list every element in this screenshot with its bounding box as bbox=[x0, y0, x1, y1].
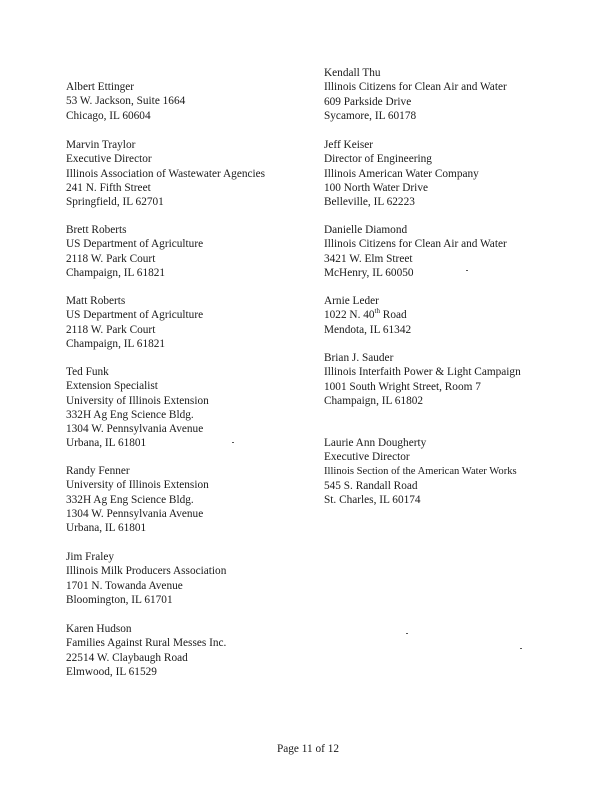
address-street-suffix: Road bbox=[379, 309, 407, 322]
contact-address: 2118 W. Park Court bbox=[66, 252, 156, 265]
contact-name: Danielle Diamond bbox=[324, 224, 408, 236]
contact-address: 2118 W. Park Court bbox=[66, 323, 156, 336]
contact-address: 100 North Water Drive bbox=[324, 181, 428, 194]
contact-city: Belleville, IL 62223 bbox=[324, 196, 415, 209]
contact-address: 1304 W. Pennsylvania Avenue bbox=[66, 423, 204, 436]
contact-name: Karen Hudson bbox=[66, 623, 132, 635]
contact-address: 1304 W. Pennsylvania Avenue bbox=[66, 507, 204, 520]
contact-name: Matt Roberts bbox=[66, 295, 126, 307]
contact-name: Arnie Leder bbox=[324, 295, 379, 307]
contact-city: Champaign, IL 61821 bbox=[66, 266, 166, 279]
ordinal-suffix: th bbox=[374, 307, 380, 316]
contact-address: 545 S. Randall Road bbox=[324, 479, 418, 492]
contact-arnie-leder bbox=[324, 294, 411, 337]
contact-address: 22514 W. Claybaugh Road bbox=[66, 651, 188, 664]
contact-kendall-thu bbox=[324, 66, 507, 123]
contact-address: 1001 South Wright Street, Room 7 bbox=[324, 380, 481, 393]
scan-speck bbox=[466, 270, 468, 271]
contact-name: Jim Fraley bbox=[66, 551, 115, 563]
contact-organization: Illinois Interfaith Power & Light Campaign bbox=[324, 366, 521, 379]
contact-city: Champaign, IL 61821 bbox=[66, 337, 166, 350]
contact-name: Albert Ettinger bbox=[66, 81, 135, 93]
contact-name: Brian J. Sauder bbox=[324, 352, 394, 364]
contact-city: Elmwood, IL 61529 bbox=[66, 665, 157, 678]
contact-organization: Families Against Rural Messes Inc. bbox=[66, 637, 227, 650]
contact-laurie-ann-dougherty bbox=[324, 436, 517, 507]
address-street: 1022 N. 40 bbox=[324, 309, 375, 322]
contact-name: Kendall Thu bbox=[324, 67, 381, 79]
contact-matt-roberts bbox=[66, 294, 203, 351]
contact-title: Executive Director bbox=[324, 451, 410, 464]
contact-city: Springfield, IL 62701 bbox=[66, 196, 164, 209]
contact-address: 1701 N. Towanda Avenue bbox=[66, 579, 183, 592]
scan-speck bbox=[520, 648, 522, 649]
contact-organization: Illinois Association of Wastewater Agencies bbox=[66, 167, 266, 180]
page-number: Page 11 of 12 bbox=[276, 743, 340, 755]
contact-name: Jeff Keiser bbox=[324, 139, 374, 151]
contact-randy-fenner bbox=[66, 464, 209, 535]
contact-city: Urbana, IL 61801 bbox=[66, 437, 147, 450]
contact-title: Executive Director bbox=[66, 153, 152, 166]
contact-city: Chicago, IL 60604 bbox=[66, 109, 151, 122]
contact-organization: University of Illinois Extension bbox=[66, 479, 209, 492]
contact-title: Extension Specialist bbox=[66, 380, 158, 393]
contact-name: Marvin Traylor bbox=[66, 139, 136, 151]
contact-organization: Illinois Section of the American Water Works bbox=[324, 465, 517, 477]
contact-danielle-diamond bbox=[324, 223, 507, 280]
contact-city: Bloomington, IL 61701 bbox=[66, 593, 173, 606]
contact-organization: US Department of Agriculture bbox=[66, 238, 204, 251]
contact-city: Urbana, IL 61801 bbox=[66, 522, 147, 535]
contact-address: 3421 W. Elm Street bbox=[324, 252, 413, 265]
contact-city: Mendota, IL 61342 bbox=[324, 323, 412, 336]
contact-building: 332H Ag Eng Science Bldg. bbox=[66, 408, 194, 421]
contact-organization: University of Illinois Extension bbox=[66, 394, 209, 407]
contact-address: 609 Parkside Drive bbox=[324, 95, 412, 108]
contact-city: McHenry, IL 60050 bbox=[324, 266, 414, 279]
contact-name: Brett Roberts bbox=[66, 224, 127, 236]
contact-name: Ted Funk bbox=[66, 366, 109, 378]
contact-brett-roberts bbox=[66, 223, 203, 280]
scan-speck bbox=[406, 633, 408, 634]
contact-organization: Illinois Citizens for Clean Air and Water bbox=[324, 238, 507, 251]
contact-jeff-keiser bbox=[324, 138, 479, 209]
scan-speck bbox=[232, 442, 234, 443]
contact-ted-funk bbox=[66, 365, 209, 451]
contact-city: St. Charles, IL 60174 bbox=[324, 494, 421, 507]
contact-organization: Illinois Citizens for Clean Air and Water bbox=[324, 81, 507, 94]
contact-name: Randy Fenner bbox=[66, 465, 130, 477]
contact-address: 241 N. Fifth Street bbox=[66, 181, 151, 194]
contact-city: Champaign, IL 61802 bbox=[324, 394, 424, 407]
contact-organization: Illinois Milk Producers Association bbox=[66, 565, 227, 578]
contact-karen-hudson bbox=[66, 622, 226, 679]
contact-organization: US Department of Agriculture bbox=[66, 309, 204, 322]
contact-city: Sycamore, IL 60178 bbox=[324, 109, 417, 122]
contact-title: Director of Engineering bbox=[324, 153, 432, 166]
contact-brian-sauder bbox=[324, 351, 521, 408]
contact-address bbox=[324, 308, 411, 322]
contact-marvin-traylor bbox=[66, 138, 265, 209]
contact-jim-fraley bbox=[66, 550, 226, 607]
contact-address: 53 W. Jackson, Suite 1664 bbox=[66, 95, 186, 108]
contact-name: Laurie Ann Dougherty bbox=[324, 437, 427, 449]
contact-albert-ettinger bbox=[66, 80, 185, 123]
contact-organization: Illinois American Water Company bbox=[324, 167, 479, 180]
contact-building: 332H Ag Eng Science Bldg. bbox=[66, 493, 194, 506]
